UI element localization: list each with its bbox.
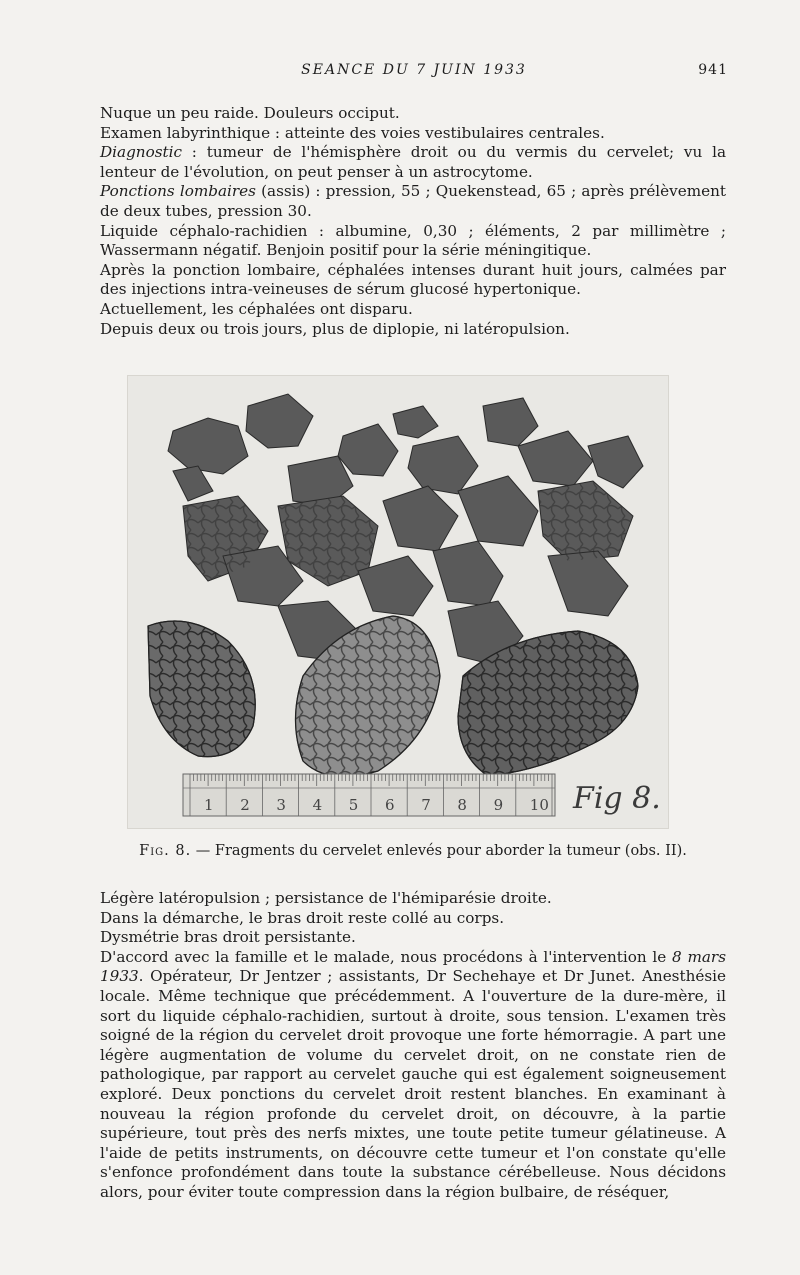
paragraph-text: Après la ponction lombaire, céphalées intenses durant huit jours, calmées par des injections intra-veineuses de sérum glucosé hypertonique. bbox=[100, 260, 726, 299]
ruler-number: 8 bbox=[457, 796, 467, 814]
paragraph bbox=[100, 143, 726, 182]
paragraph bbox=[100, 104, 726, 124]
paragraph-text: Actuellement, les céphalées ont disparu. bbox=[100, 299, 413, 318]
paragraph-pre: D'accord avec la famille et le malade, nous procédons à l'intervention le bbox=[100, 947, 673, 966]
caption-text: — Fragments du cervelet enlevés pour aborder la tumeur (obs. II). bbox=[191, 843, 687, 859]
paragraph-text: Liquide céphalo-rachidien : albumine, 0,30 ; éléments, 2 par millimètre ; Wassermann négatif. Benjoin positif pour la série méningitique. bbox=[100, 221, 726, 260]
paragraph bbox=[100, 124, 726, 144]
ruler-number: 3 bbox=[276, 796, 286, 814]
paragraph-text: : tumeur de l'hémisphère droit ou du vermis du cervelet; vu la lenteur de l'évolution, on peut penser à un astrocytome. bbox=[100, 143, 726, 181]
ruler-number: 10 bbox=[529, 796, 549, 814]
ruler-number: 4 bbox=[312, 796, 323, 814]
ruler-number: 2 bbox=[240, 796, 250, 814]
figure-photograph bbox=[127, 375, 669, 829]
paragraph bbox=[100, 948, 726, 1203]
paragraph-text: Dysmétrie bras droit persistante. bbox=[100, 928, 356, 947]
paragraph-text: Nuque un peu raide. Douleurs occiput. bbox=[100, 104, 400, 122]
handwritten-label: Fig 8. bbox=[573, 781, 661, 816]
paragraph bbox=[100, 300, 726, 320]
paragraph bbox=[100, 222, 726, 261]
caption-label: Fig. 8. bbox=[139, 843, 192, 859]
paragraph bbox=[100, 320, 726, 340]
paragraph-text: Depuis deux ou trois jours, plus de diplopie, ni latéropulsion. bbox=[100, 319, 570, 338]
paragraph-text: (assis) : pression, 55 ; Quekenstead, 65 ; après prélèvement de deux tubes, pression 30. bbox=[100, 182, 726, 220]
paragraph-text: Examen labyrinthique : atteinte des voies vestibulaires centrales. bbox=[100, 123, 605, 142]
figure-caption bbox=[100, 843, 726, 859]
bottom-text-block bbox=[100, 889, 726, 1203]
running-title: SEANCE DU 7 JUIN 1933 bbox=[301, 62, 527, 78]
paragraph-lead: Ponctions lombaires bbox=[100, 182, 256, 201]
paragraph-text: Légère latéropulsion ; persistance de l'hémiparésie droite. bbox=[100, 889, 552, 907]
paragraph bbox=[100, 928, 726, 948]
paragraph bbox=[100, 889, 726, 909]
page-number: 941 bbox=[698, 62, 728, 78]
paragraph bbox=[100, 909, 726, 929]
paragraph-lead: Diagnostic bbox=[100, 143, 182, 162]
ruler-number: 9 bbox=[493, 796, 504, 814]
ruler-number: 1 bbox=[204, 796, 214, 814]
cerebellum-fragments-image bbox=[128, 376, 668, 828]
page-header bbox=[100, 62, 728, 84]
paragraph-text: . Opérateur, Dr Jentzer ; assistants, Dr Sechehaye et Dr Junet. Anesthésie locale. Même technique que précédemment. A l'ouverture de la dure-mère, il sort du liquide céphalo-rachidien, surtout à droite, sous tension. L'examen très soigné de la région du cervelet droit provoque une forte hémorragie. A part une légère augmentation de volume du cervelet droit, on ne constate rien de pathologique, par rapport au cervelet gauche qui est également soigneusement exploré. Deux ponctions du cervelet droit restent blanches. En examinant à nouveau la région profonde du cervelet droit, on découvre, à la partie supérieure, tout près des nerfs mixtes, une toute petite tumeur gélatineuse. A l'aide de petits instruments, on découvre cette tumeur et l'on constate qu'elle s'enfonce profondément dans toute la substance cérébelleuse. Nous décidons alors, pour éviter toute compression dans la région bulbaire, de réséquer, bbox=[100, 967, 726, 1201]
ruler-number: 7 bbox=[421, 796, 431, 814]
top-text-block bbox=[100, 104, 726, 339]
paragraph-italic: 8 mars 1933 bbox=[100, 947, 726, 986]
paragraph bbox=[100, 182, 726, 221]
ruler-number: 5 bbox=[348, 796, 359, 814]
ruler-number: 6 bbox=[385, 796, 395, 814]
paragraph-text: Dans la démarche, le bras droit reste collé au corps. bbox=[100, 908, 505, 927]
paragraph bbox=[100, 261, 726, 300]
